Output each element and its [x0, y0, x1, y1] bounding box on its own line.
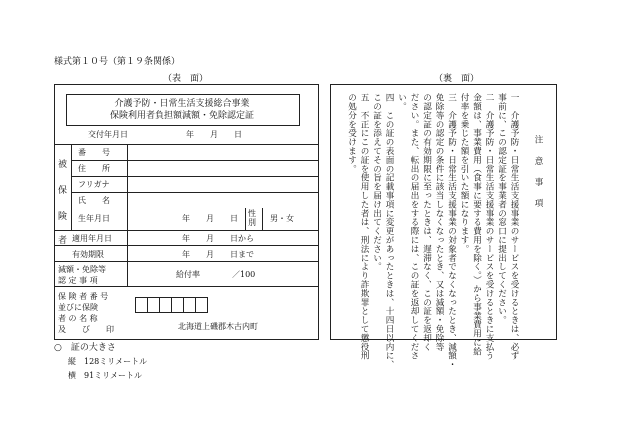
note-line-12: この証を添えてその旨を届け出てください。 — [371, 93, 382, 271]
issue-date-value: 年 月 日 — [186, 130, 242, 139]
sex-value: 男・女 — [270, 214, 294, 223]
insured-char-2: 保 — [58, 186, 68, 196]
benefit-rate: 給付率 ／100 — [176, 270, 256, 279]
note-line-7: 免除等の認定の条件に該当しなくなったとき、又は減額・免除等 — [434, 93, 444, 352]
label-furigana: フリガナ — [78, 180, 110, 189]
title-line2: 保険利用者負担額減額・免除認定証 — [109, 111, 254, 121]
label-apply-date: 適用年月日 — [72, 234, 112, 243]
label-number: 番 号 — [78, 148, 110, 157]
note-line-11: 四 この証の表面の記載事項に変更があったときは、十四日以内に、 — [384, 93, 394, 369]
note-line-9: ださい。また、転出の届出をする際には、この証を返却してくださ — [409, 93, 419, 360]
note-line-13: 五 不正にこの証を使用した者は、刑法により詐欺罪として懲役刑 — [359, 93, 369, 360]
front-side-label: （表 面） — [163, 74, 209, 84]
size-note-height: 縦 128ミリメートル — [68, 357, 148, 366]
note-line-14: の処分を受けます。 — [346, 93, 357, 174]
title-line1: 介護予防・日常生活支援総合事業 — [114, 99, 250, 109]
back-side-label: （裏 面） — [434, 74, 480, 84]
note-line-1: 一 介護予防・日常生活支援事業のサービスを受けるときは、必ず — [509, 93, 519, 360]
label-insurer-3: 者 の 名 称 — [58, 314, 98, 323]
note-line-4: 金額は、事業費用（食事に要する費用を除く。）から事業費用に給 — [471, 93, 482, 356]
note-line-8: の認定証の有効期限に至ったときは、遅滞なく、この証を返却く — [421, 93, 432, 352]
insurer-name: 北海道上磯郡木古内町 — [178, 322, 258, 331]
size-note-width: 横 91ミリメートル — [68, 371, 143, 380]
label-expiry: 有効期限 — [72, 250, 104, 259]
insured-char-3: 険 — [58, 212, 68, 222]
label-address: 住 所 — [78, 164, 110, 173]
label-birthdate: 生年月日 — [78, 214, 110, 223]
insured-char-4: 者 — [58, 236, 68, 246]
insured-char-1: 被 — [58, 160, 68, 170]
label-name: 氏 名 — [78, 196, 110, 205]
label-reduction-2: 認 定 事 項 — [58, 276, 98, 285]
birthdate-value: 年 月 日 — [182, 214, 238, 223]
label-insurer-2: 並びに保険 — [58, 303, 98, 312]
note-line-5: 付率を乗じた額を引いた額になります。 — [459, 93, 469, 254]
note-line-10: い。 — [396, 93, 407, 111]
sex-label: 性別 — [248, 209, 256, 227]
expiry-value: 年 月 日まで — [182, 250, 254, 259]
label-insurer-4: 及 び 印 — [58, 325, 114, 334]
apply-date-value: 年 月 日から — [182, 234, 254, 243]
size-note-title: ○ 証の大きさ — [54, 343, 116, 353]
label-reduction-1: 減額・免除等 — [58, 265, 106, 274]
label-insurer-1: 保 険 者 番 号 — [58, 292, 109, 301]
notes-list — [341, 93, 519, 369]
back-title: 注 意 事 項 — [533, 135, 543, 210]
issue-date-label: 交付年月日 — [88, 130, 128, 139]
form-number: 様式第１０号（第１９条関係） — [54, 57, 181, 67]
note-line-2: 事前に、この認定証を事業者の窓口に提出してください。 — [496, 93, 507, 325]
note-line-3: 二 介護予防・日常生活支援事業のサービスを受けるときに支払う — [484, 93, 494, 360]
note-line-6: 三 介護予防・日常生活支援事業の対象者でなくなったとき、減額・ — [446, 93, 457, 369]
